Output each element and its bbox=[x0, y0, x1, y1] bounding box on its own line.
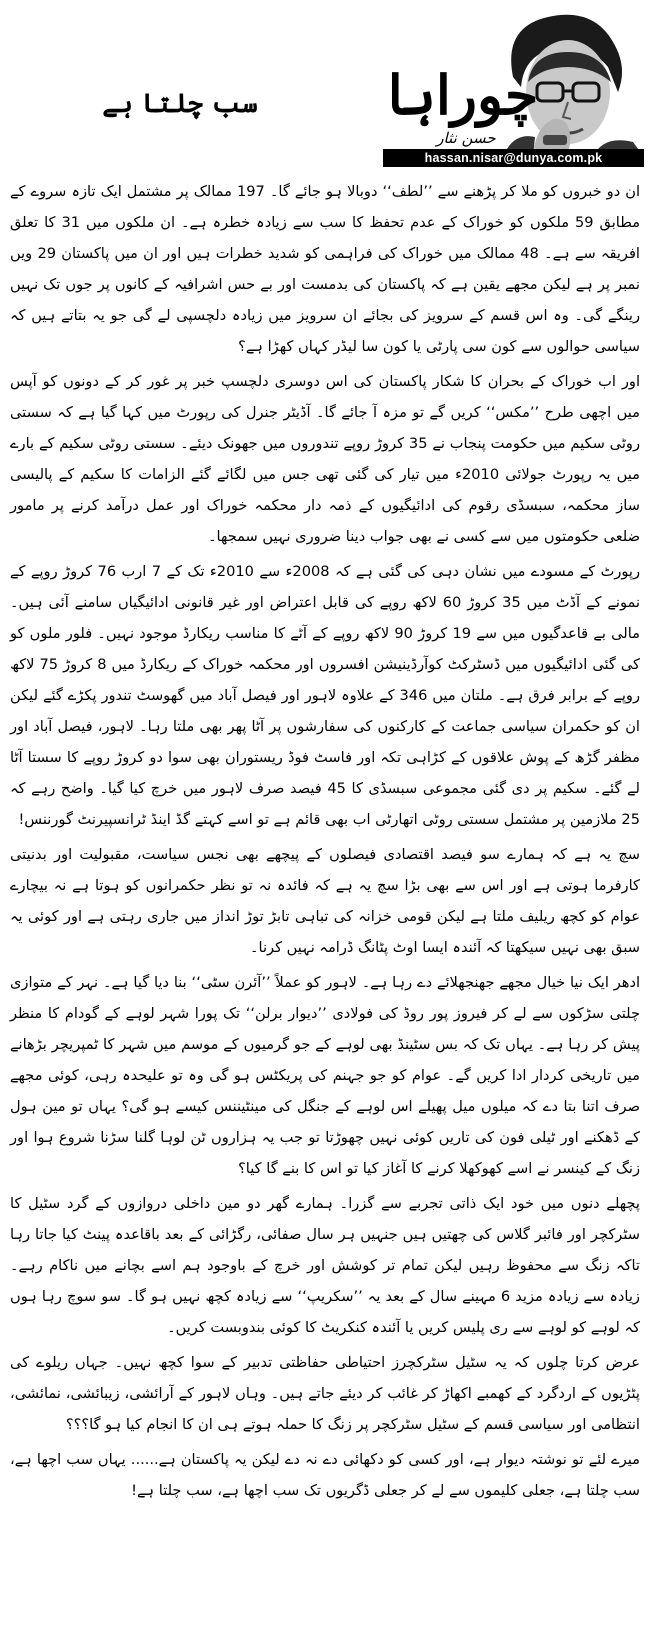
author-signature: حسن نثار bbox=[436, 129, 496, 147]
paragraph: ان دو خبروں کو ملا کر پڑھنے سے ’’لطف‘‘ دوبالا ہو جائے گا۔ 197 ممالک پر مشتمل ایک تازہ سروے کے مطابق 59 ملکوں کو خوراک کے عدم تحفظ کا سب سے زیادہ خطرہ ہے۔ ان ملکوں میں 31 کا تعلق افریقہ سے ہے۔ 48 ممالک میں خوراک کی فراہمی کو شدید خطرات ہیں اور ان میں پاکستان 29 ویں نمبر پر ہے لیکن مجھے یقین ہے کہ پاکستان کی بدمست اور بے حس اشرافیہ کے کانوں پر جوں تک نہیں رینگے گی۔ وہ اس قسم کے سرویز کی بجائے ان سرویز میں زیادہ دلچسپی لے گی جو یہ بتاتے ہیں کہ سیاسی حوالوں سے کون سی پارٹی یا کون سا لیڈر کہاں کھڑا ہے؟ bbox=[10, 183, 641, 355]
author-email[interactable]: hassan.nisar@dunya.com.pk bbox=[383, 149, 644, 167]
paragraph: رپورٹ کے مسودے میں نشان دہی کی گئی ہے کہ 2008ء سے 2010ء تک کے 7 ارب 76 کروڑ روپے کے نمونے کے آڈٹ میں 35 کروڑ 60 لاکھ روپے کی قابل اعتراض اور غیر قانونی ادائیگیاں سامنے آئی ہیں۔ مالی بے قاعدگیوں میں سے 19 کروڑ 90 لاکھ روپے کے آٹے کا مناسب ریکارڈ موجود نہیں۔ فلور ملوں کو کی گئی ادائیگیوں میں ڈسٹرکٹ کوآرڈینیشن افسروں اور محکمہ خوراک کے ریکارڈ میں 8 کروڑ 75 لاکھ روپے کے برابر فرق ہے۔ ملتان میں 346 کے علاوہ لاہور اور فیصل آباد میں گھوسٹ تندور پکڑے گئے لیکن ان کو حکمران سیاسی جماعت کے کارکنوں کی سفارشوں پر آٹا پھر بھی ملتا رہا۔ لاہور، فیصل آباد اور مظفر گڑھ کے پوش علاقوں کے کڑاہی تکہ اور فاسٹ فوڈ ریستوران بھی سوا دو کروڑ روپے کا سستا آٹا لے گئے۔ سکیم پر دی گئی مجموعی سبسڈی کا 45 فیصد صرف لاہور میں خرچ کیا گیا۔ واضح رہے کہ 25 ملازمین پر مشتمل سستی روٹی اتھارٹی اب بھی قائم ہے تو اسے کہتے گڈ اینڈ ٹرانسپیرنٹ گورننس! bbox=[10, 563, 641, 828]
column-name: چوراہا bbox=[387, 63, 539, 127]
article-body bbox=[10, 176, 640, 1510]
column-masthead bbox=[383, 7, 644, 165]
article-title: سب چلتا ہے bbox=[102, 89, 258, 119]
paragraph: اور اب خوراک کے بحران کا شکار پاکستان کی اس دوسری دلچسپ خبر پر غور کر کے دونوں کو آپس میں اچھی طرح ’’مکس‘‘ کریں گے تو مزہ آ جائے گا۔ آڈیٹر جنرل کی رپورٹ میں کہا گیا ہے کہ سستی روٹی سکیم میں حکومت پنجاب نے 35 کروڑ روپے تندوروں میں جھونک دیئے۔ سستی روٹی سکیم کے بارے میں یہ رپورٹ جولائی 2010ء میں تیار کی گئی تھی جس میں لگائے گئے الزامات کا سکیم کے پالیسی ساز محکمہ، سبسڈی رقوم کی ادائیگیوں کے ذمہ دار محکمہ خوراک اور عمل درآمد کرنے پر مامور ضلعی حکومتوں میں سے کسی نے بھی جواب دینا ضروری نہیں سمجھا۔ bbox=[10, 373, 640, 545]
paragraph: میرے لئے تو نوشتہ دیوار ہے، اور کسی کو دکھائی دے نہ دے لیکن یہ پاکستان ہے...... یہاں سب اچھا ہے، سب چلتا ہے، جعلی کلیموں سے لے کر جعلی ڈگریوں تک سب اچھا ہے، سب چلتا ہے! bbox=[10, 1451, 640, 1499]
paragraph: عرض کرتا چلوں کہ یہ سٹیل سٹرکچرز احتیاطی حفاظتی تدبیر کے سوا کچھ نہیں۔ جہاں ریلوے کی پٹڑیوں کے اردگرد کے کھمبے اکھاڑ کر غائب کر دیئے جاتے ہیں۔ وہاں لاہور کے آرائشی، زیبائشی، نمائشی، انتظامی اور سیاسی قسم کے سٹیل سٹرکچر پر زنگ کا حملہ ہوتے ہی ان کا انجام کیا ہو گا؟؟؟ bbox=[10, 1354, 640, 1433]
paragraph: سچ یہ ہے کہ ہمارے سو فیصد اقتصادی فیصلوں کے پیچھے بھی نجس سیاست، مقبولیت اور بدنیتی کارفرما ہوتی ہے اور اس سے بھی بڑا سچ یہ ہے کہ فائدہ نہ تو نظر حکمرانوں کو ہوتا ہے نہ بیچارے عوام کو کچھ ریلیف ملتا ہے لیکن قومی خزانہ کی تباہی تابڑ توڑ انداز میں جاری رہتی ہے اور کوئی یہ سبق بھی نہیں سیکھتا کہ آئندہ ایسا اوٹ پٹانگ ڈرامہ نہیں کرنا۔ bbox=[10, 846, 640, 956]
paragraph: پچھلے دنوں میں خود ایک ذاتی تجربے سے گزرا۔ ہمارے گھر دو مین داخلی دروازوں کے گرد سٹیل کا سٹرکچر اور فائبر گلاس کی چھتیں ہیں جنہیں ہر سال صفائی، رگڑائی کے بعد باقاعدہ پینٹ کیا جاتا رہا تاکہ زنگ سے محفوظ رہیں لیکن تمام تر کوشش اور خرچ کے باوجود ہم اسے بچانے میں ناکام رہے۔ زیادہ سے زیادہ مزید 6 مہینے سال کے بعد یہ ’’سکریپ‘‘ سے زیادہ کچھ نہیں ہو گا۔ سو سوچ رہا ہوں کہ لوہے کو لوہے سے ری پلیس کریں یا آئندہ کنکریٹ کا کوئی بندوبست کریں۔ bbox=[10, 1195, 640, 1336]
column-header bbox=[0, 0, 650, 165]
paragraph: ادھر ایک نیا خیال مجھے جھنجھلائے دے رہا ہے۔ لاہور کو عملاً ’’آئرن سٹی‘‘ بنا دیا گیا ہے۔ نہر کے متوازی چلتی سڑکوں سے لے کر فیروز پور روڈ کی فولادی ’’دیوار برلن‘‘ تک پورا شہر لوہے کے گودام کا منظر پیش کر رہا ہے۔ یہاں تک کہ بس سٹینڈ بھی لوہے کے جو گرمیوں کے موسم میں شہر کا ٹمپریچر بڑھانے میں تاریخی کردار ادا کریں گے۔ عوام کو جو جہنم کی پریکٹس ہو گی وہ تو علیحدہ رہی، کوئی مجھے صرف اتنا بتا دے کہ میلوں میل پھیلے اس لوہے کے جنگل کی مینٹیننس کیسے ہو گی؟ یہاں تو مین ہول کے ڈھکنے اور ٹیلی فون کی تاریں کوئی نہیں چھوڑتا تو جب یہ ہزاروں ٹن لوہا گلنا سڑنا شروع ہوا اور زنگ کے کینسر نے اسے کھوکھلا کرنے کا آغاز کیا تو اس کا بنے گا کیا؟ bbox=[10, 974, 640, 1177]
